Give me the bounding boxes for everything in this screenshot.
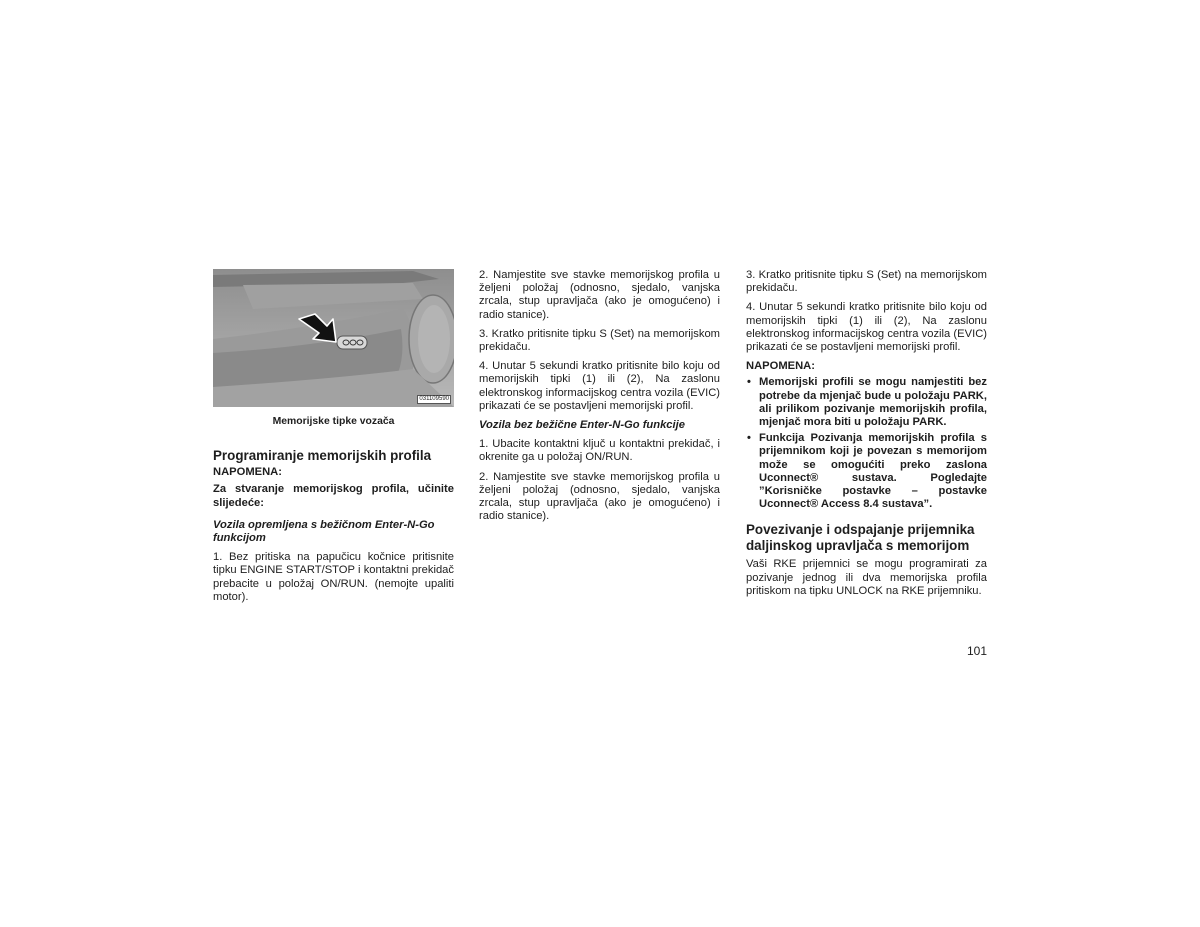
door-memory-buttons-figure	[213, 269, 454, 407]
door-panel-illustration	[213, 269, 454, 407]
list-item: • Memorijski profili se mogu namjestiti bez potrebe da mjenjač bude u položaju PARK, ali prilikom pozivanje memorijskih profila, mjenjač mora biti u položaju PARK.	[746, 376, 987, 429]
step-4-text: 4. Unutar 5 sekundi kratko pritisnite bilo koju od memorijskih tipki (1) ili (2), Na zaslonu elektronskog informacijskog centra vozila (EVIC) prikazati će se postavljeni memorijski profil.	[479, 360, 720, 412]
alt-step-2-text: 2. Namjestite sve stavke memorijskog profila u željeni položaj (odnosno, sjedalo, vanjska zrcala, stup upravljača (ako je omogućeno) i radio stanice).	[479, 470, 720, 523]
page-number: 101	[967, 644, 988, 658]
note-bullet-list	[746, 376, 987, 511]
column-1	[213, 269, 454, 610]
note-label: NAPOMENA:	[213, 466, 282, 479]
section-heading-programming: Programiranje memorijskih profila	[213, 448, 432, 464]
section-heading-rke: Povezivanje i odspajanje prijemnika daljinskog upravljača s memorijom	[746, 522, 975, 554]
step-3-text: 3. Kratko pritisnite tipku S (Set) na memorijskom prekidaču.	[479, 327, 720, 354]
step-2-text: 2. Namjestite sve stavke memorijskog profila u željeni položaj (odnosno, sjedalo, vanjska zrcala, stup upravljača (ako je omogućeno) i radio stanice).	[479, 269, 720, 321]
note-label: NAPOMENA:	[746, 360, 815, 373]
list-item: • Funkcija Pozivanja memorijskih profila s prijemnikom koji je povezan s memorijom može se omogućiti preko zaslona Uconnect® sustava. Pogledajte ”Korisničke postavke – postavke Uconnect® Access 8.4 sustava”.	[746, 432, 987, 511]
subheading-no-enter-n-go: Vozila bez bežične Enter-N-Go funkcije	[479, 419, 685, 432]
column-3	[746, 269, 987, 604]
rke-paragraph: Vaši RKE prijemnici se mogu programirati za pozivanje jednog ili dva memorijska profila pritiskom na tipku UNLOCK na RKE prijemniku.	[746, 558, 987, 597]
step-1-text: 1. Bez pritiska na papučicu kočnice pritisnite tipku ENGINE START/STOP i kontaktni prekidač prebacite u položaj ON/RUN. (nemojte upaliti motor).	[213, 551, 454, 603]
note-text: Za stvaranje memorijskog profila, učinite slijedeće:	[213, 483, 454, 509]
step-4-text: 4. Unutar 5 sekundi kratko pritisnite bilo koju od memorijskih tipki (1) ili (2), Na zaslonu elektronskog informacijskog centra vozila (EVIC) prikazati će se postavljeni memorijski profil.	[746, 301, 987, 354]
alt-step-1-text: 1. Ubacite kontaktni ključ u kontaktni prekidač, i okrenite ga u položaj ON/RUN.	[479, 438, 720, 464]
subheading-enter-n-go: Vozila opremljena s bežičnom Enter-N-Go funkcijom	[213, 518, 435, 545]
column-2	[479, 269, 720, 529]
step-3-text: 3. Kratko pritisnite tipku S (Set) na memorijskom prekidaču.	[746, 269, 987, 295]
figure-id-label: 031109590	[419, 396, 449, 402]
figure-caption: Memorijske tipke vozača	[272, 416, 395, 427]
